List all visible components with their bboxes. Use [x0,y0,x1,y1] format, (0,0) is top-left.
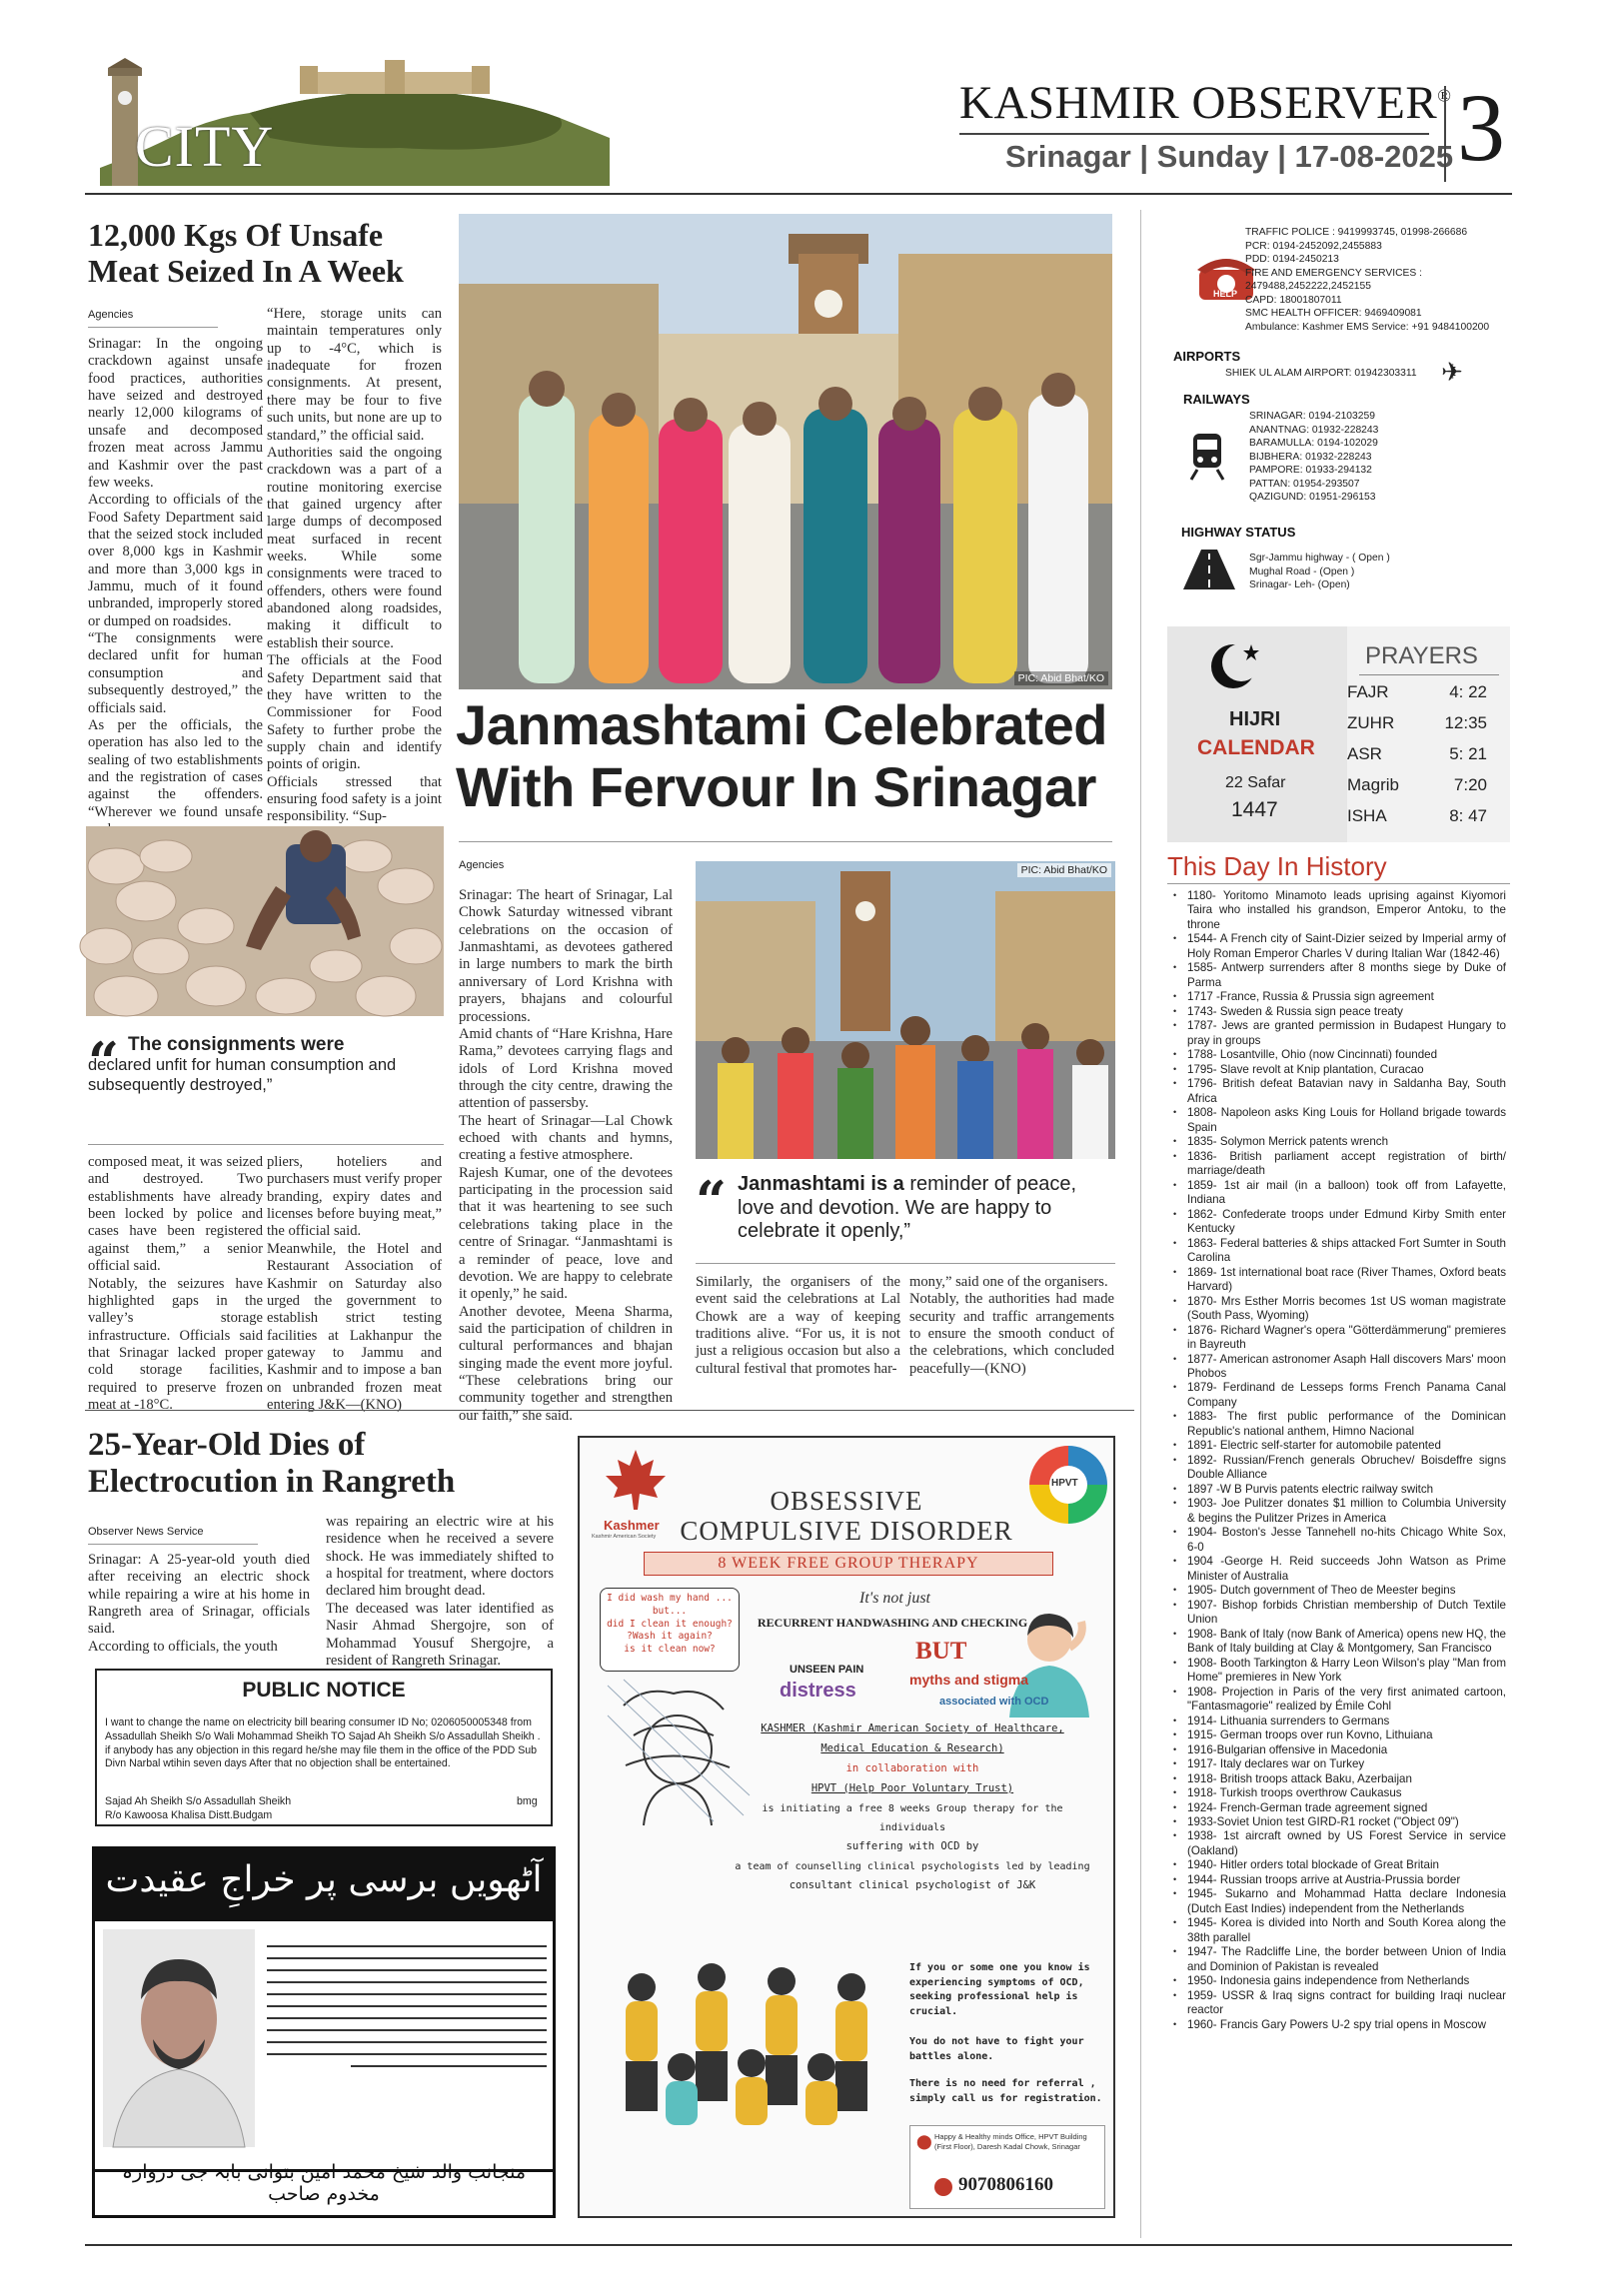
history-item: • 1808- Napoleon asks King Louis for Holland brigade towards Spain [1167,1106,1506,1135]
public-notice-code: bmg [517,1795,538,1807]
prayer-name: Magrib [1347,775,1399,794]
road-icon [1183,550,1235,589]
associated-text: associated with OCD [939,1696,1049,1708]
ocd-phone: 9070806160 [958,2174,1053,2195]
prayer-row [1347,682,1487,702]
headline-rule [459,841,1112,842]
history-title-rule [1167,883,1510,884]
airport-line: SHIEK UL ALAM AIRPORT: 01942303311 [1225,368,1417,379]
public-notice-title: PUBLIC NOTICE [242,1679,406,1702]
meat-col-4: pliers, hoteliers and purchasers must verify proper branding, expiry dates and licenses before buying meat,” the official said. Meanwhile, the Hotel and Restaurant Association of Kashmir on Saturday also urged the government to establish strict testing facilities at Lakhanpur the gateway to Jammu and Kashmir and to impose a ban on unbranded frozen meat entering J&K—(KNO) [267,1154,442,1414]
janmashtami-headline: Janmashtami Celebrated With Fervour In Srinagar [456,693,1107,818]
history-item: • 1869- 1st international boat race (River Thames, Oxford beats Harvard) [1167,1266,1506,1295]
history-item: • 1907- Bishop forbids Christian membership of Dutch Textile Union [1167,1599,1506,1628]
history-item: • 1944- Russian troops arrive at Austria-Prussia border [1167,1873,1506,1887]
kashmer-org-sub: Kashmir American Society [592,1534,657,1540]
railways-label: RAILWAYS [1183,392,1250,407]
prayer-panel [1347,626,1510,842]
railway-list [1249,410,1378,505]
ocd-title-line-2: COMPULSIVE DISORDER [680,1516,1013,1546]
prayer-row [1347,744,1487,764]
myths-text: myths and stigma [909,1672,1029,1688]
janmashtami-byline: Agencies [459,859,505,871]
thought-bubble [600,1588,740,1672]
history-item: • 1950- Indonesia gains independence from Netherlands [1167,1974,1506,1988]
meat-col-2: “Here, storage units can maintain temperatures only up to -4°C, which is inadequate for frozen consignments. At present, there may be four to five such units, but none are up to standard,” the official said. Authorities said the ongoing crackdown was a part of a routine monitoring exercise that gained urgency after large dumps of decomposed meat surfaced in recent weeks. While some consignments were traced to offenders, others were found abandoned along roadsides, making it difficult to establish their source. The officials at the Food Safety Department said that they have written to the Commissioner for Food Safety to further probe the supply chain and identify points of origin. Officials stressed that ensuring food safety is a joint responsibility. “Sup- [267,306,442,825]
prayer-time: 8: 47 [1449,806,1487,825]
prayer-name: ASR [1347,744,1382,763]
highway-item: Srinagar- Leh- (Open) [1249,579,1350,591]
collab-line-2: Medical Education & Research) [820,1741,1004,1754]
prayer-name: FAJR [1347,682,1389,701]
history-item: • 1876- Richard Wagner's opera "Götterdämmerung" premieres in Bayreuth [1167,1324,1506,1353]
history-item: • 1908- Projection in Paris of the very first animated cartoon, "Fantasmagorie" realized by Émile Cohl [1167,1686,1506,1715]
railway-item: PAMPORE: 01933-294132 [1249,465,1372,477]
collab-line-5: is initiating a free 8 weeks Group therapy for the individuals [762,1802,1063,1833]
meat-photo [86,826,444,1016]
prayer-times [1347,682,1487,837]
history-item: • 1915- German troops over run Kovno, Lithuiana [1167,1728,1506,1742]
ocd-banner [644,1552,1053,1576]
railway-item: ANANTNAG: 01932-228243 [1249,424,1379,436]
unseen-pain-text: UNSEEN PAIN [790,1664,864,1676]
dancers-photo-image [696,861,1115,1159]
history-item: • 1892- Russian/French generals Obruchev/ Boisdeffre signs Double Alliance [1167,1454,1506,1483]
ocd-therapy-ad [578,1436,1115,2218]
history-item: • 1947- The Radcliffe Line, the border between Union of India and Dominion of Pakistan is revealed [1167,1945,1506,1974]
highway-item: Sgr-Jammu highway - ( Open ) [1249,553,1390,564]
history-item: • 1924- French-German trade agreement signed [1167,1801,1506,1815]
history-item: • 1918- British troops attack Baku, Azerbaijan [1167,1772,1506,1786]
masthead-rule [959,133,1429,135]
urdu-tribute-ad [92,1846,556,2218]
train-icon [1187,432,1227,480]
history-item: • 1945- Sukarno and Mohammad Hatta declare Indonesia (Dutch East Indies) independent from the Netherlands [1167,1887,1506,1916]
portrait-image [103,1929,255,2147]
hpvt-badge: HPVT [1051,1478,1078,1489]
hijri-prayer-box [1167,626,1510,842]
section-label-city: CITY [135,114,275,179]
ocd-info-1: If you or some one you know is experiencing symptoms of OCD, seeking professional help is crucial. [909,1962,1090,2017]
meat-col-3: composed meat, it was seized and destroyed. Two establishments have already been locked by police and cases have been registered against them,” a senior official said. Notably, the seizures have highlighted gaps in the valley’s storage infrastructure. Officials said that Srinagar lacked proper cold storage facilities, required to preserve frozen meat at -18°C. [88,1154,263,1414]
helpline-list [1245,226,1489,335]
history-item: • 1796- British defeat Batavian navy in Saldanha Bay, South Africa [1167,1077,1506,1106]
but-text: BUT [915,1638,967,1665]
janmashtami-main-photo [459,214,1112,689]
helpline-item: Ambulance: Kashmer EMS Service: +91 9484100200 [1245,322,1490,334]
history-item: • 1904 -George H. Reid succeeds John Watson as Prime Minister of Australia [1167,1555,1506,1584]
janmashtami-col-3: mony,” said one of the organisers. Notably, the authorities had made security and traffic arrangements to ensure the smooth conduct of the celebrations, which concluded peacefully—(KNO) [909,1274,1114,1377]
airplane-icon: ✈ [1441,358,1463,388]
history-item: • 1891- Electric self-starter for automobile patented [1167,1439,1506,1453]
prayer-row [1347,713,1487,733]
thought-bubble-text: I did wash my hand ... but... did I clean it enough? ?Wash it again? is it clean now? [607,1593,733,1656]
history-title: This Day In History [1167,851,1387,881]
public-notice-text: I want to change the name on electricity bill bearing consumer ID No; 0206050005348 from Assadullah Sheikh S/o Wali Mohammad Sheikh TO Sajad Ah Sheikh S/o Assadullah Sheikh . if anybody has any objection in this regard he/she may file them in the office of the PDD Sub Divn Narbal wtihin seven days After that no objection shall be entertained. [105,1717,541,1770]
byline-rule [88,1544,258,1545]
highway-item: Mughal Road - (Open ) [1249,566,1355,577]
recurrent-text: RECURRENT HANDWASHING AND CHECKING [758,1616,1028,1630]
collab-line-1: KASHMER (Kashmir American Society of Healthcare, [761,1722,1064,1734]
ocd-info-2: You do not have to fight your battles alone. [909,2036,1084,2062]
ocd-info-3: There is no need for referral , simply call us for registration. [909,2078,1102,2104]
history-item: • 1903- Joe Pulitzer donates $1 million to Columbia University & begins the Pulitzer Prizes in America [1167,1497,1506,1526]
history-item: • 1180- Yoritomo Minamoto leads uprising against Kiyomori Taira who installed his grandson, Emperor Antoku, to the throne [1167,889,1506,932]
ocd-banner-text: 8 WEEK FREE GROUP THERAPY [718,1555,979,1572]
janmashtami-pull-quote-rest: reminder of peace, love and devotion. We are happy to celebrate it openly,” [738,1173,1077,1243]
history-item: • 1877- American astronomer Asaph Hall discovers Mars' moon Phobos [1167,1353,1506,1382]
its-not-just: It's not just [859,1590,930,1607]
phone-circle-icon [934,2178,952,2196]
helpline-item: TRAFFIC POLICE : 9419993745, 01998-266686 [1245,227,1468,238]
meat-headline: 12,000 Kgs Of Unsafe Meat Seized In A Week [88,217,404,289]
helpline-box [1165,212,1511,606]
hijri-date: 22 Safar [1225,774,1286,791]
history-item: • 1945- Korea is divided into North and South Korea along the 38th parallel [1167,1916,1506,1945]
history-item: • 1859- 1st air mail (in a balloon) took off from Lafayette, Indiana [1167,1179,1506,1208]
collab-line-7: a team of counselling clinical psychologists led by leading [735,1860,1090,1872]
helpline-item: 2479488,2452222,2452155 [1245,281,1371,293]
prayer-time: 5: 21 [1449,744,1487,763]
meat-photo-image [86,826,444,1016]
history-item: • 1787- Jews are granted permission in Budapest Hungary to pray in groups [1167,1019,1506,1048]
urdu-ad-footer: منجانب والد شیخ محمد امین بتوانی بابہ جی دروازہ مخدوم صاحب [121,2161,527,2205]
prayer-time: 4: 22 [1449,682,1487,701]
pull-quote-rule [88,1144,444,1145]
prayers-title: PRAYERS [1365,642,1478,669]
history-item: • 1836- British parliament accept registration of birth/ marriage/death [1167,1150,1506,1179]
history-item: • 1938- 1st aircraft owned by US Forest Service in service (Oakland) [1167,1829,1506,1858]
prayer-row [1347,775,1487,795]
electrocution-headline: 25-Year-Old Dies of Electrocution in Rangreth [88,1427,456,1500]
helpline-item: PDD: 0194-2450213 [1245,254,1339,266]
history-item: • 1959- USSR & Iraq signs contract for building Iraqi nuclear reactor [1167,1989,1506,2018]
history-item: • 1933-Soviet Union test GIRD-R1 rocket ("Object 09") [1167,1815,1506,1829]
history-item: • 1585- Antwerp surrenders after 8 months siege by Duke of Parma [1167,961,1506,990]
janmashtami-second-photo [696,861,1115,1159]
railway-item: BIJBHERA: 01932-228243 [1249,451,1372,463]
procession-photo-image [459,214,1112,689]
janmashtami-pull-quote [696,1169,1115,1244]
collab-line-8: consultant clinical psychologist of J&K [789,1878,1036,1891]
urdu-ad-body-lines [267,1935,547,2077]
location-pin-icon: ⬤ [916,2134,932,2150]
history-item: • 1908- Bank of Italy (now Bank of America) opens new HQ, the Bank of Italy building at Clay & Montgomery, San Francisco [1167,1628,1506,1657]
history-item: • 1916-Bulgarian offensive in Macedonia [1167,1743,1506,1757]
byline-rule [88,327,218,328]
calendar-label: CALENDAR [1197,736,1315,759]
masthead-bottom-rule [85,193,1512,195]
kashmer-org-name: Kashmer [604,1518,660,1533]
history-item: • 1870- Mrs Esther Morris becomes 1st US woman magistrate (South Pass, Wyoming) [1167,1295,1506,1324]
meat-col-1: Srinagar: In the ongoing crackdown against unsafe food practices, authorities have seized and destroyed nearly 12,000 kilograms of unsafe and decomposed frozen meat across Jammu and Kashmir over the past few weeks. According to officials of the Food Safety Department said that the seized stock included over 8,000 kgs in Kashmir and more than 3,000 kgs in Jammu, much of it found unbranded, improperly stored or dumped on roadsides. “The consignments were declared unfit for human consumption and subsequently destroyed,” the officials said. As per the officials, the operation has also led to the sealing of two establishments and the registration of cases against the offenders. “Wherever we found unsafe [88,336,263,820]
meat-pull-quote-rest: declared unfit for human consumption and subsequently destroyed,” [88,1056,397,1094]
public-notice-signatory: Sajad Ah Sheikh S/o Assadullah Sheikh [105,1795,292,1807]
registered-mark: ® [1437,85,1452,106]
electrocution-col-1: Srinagar: A 25-year-old youth died after receiving an electric shock while repairing a wire at his home in Rangreth area of Srinagar, officials said. According to officials, the youth [88,1552,310,1655]
highway-list [1249,552,1390,592]
urdu-ad-title: آٹھویں برسی پر خراجِ عقیدت [105,1859,543,1900]
prayer-time: 12:35 [1444,713,1487,732]
collab-line-3: in collaboration with [845,1761,979,1774]
public-notice-address: R/o Kawoosa Khalisa Distt.Budgam [105,1809,273,1821]
crescent-star-icon [1207,638,1267,690]
portrait-photo [103,1929,255,2147]
helpline-item: FIRE AND EMERGENCY SERVICES : [1245,267,1422,279]
photo-credit-main: PIC: Abid Bhat/KO [1014,671,1108,685]
hijri-label: HIJRI [1229,708,1281,730]
airports-label: AIRPORTS [1173,349,1241,364]
electrocution-col-2: was repairing an electric wire at his residence when he received a severe shock. He was immediately shifted to a hospital for treatment, where doctors declared him brought dead. The deceased was later identified as Nasir Ahmad Shergojre, son of Mohammad Yousuf Shergojre, a resident of Rangreth Srinagar. [326,1514,554,1669]
quote-mark-icon: “ [88,1030,120,1094]
ocd-address: Happy & Healthy minds Office, HPVT Building (First Floor), Daresh Kadal Chowk, Srinagar [934,2132,1087,2152]
prayer-row [1347,806,1487,826]
history-item: • 1897 -W B Purvis patents electric railway switch [1167,1483,1506,1497]
history-item: • 1544- A French city of Saint-Dizier seized by Imperial army of Holy Roman Emperor Charles V during Italian War (1842-46) [1167,932,1506,961]
railway-item: PATTAN: 01954-293507 [1249,478,1360,490]
railway-item: SRINAGAR: 0194-2103259 [1249,411,1375,422]
phone-help-badge: HELP [1213,289,1238,299]
history-item: • 1908- Booth Tarkington & Harry Leon Wilson's play "Man from Home" premieres in New York [1167,1657,1506,1686]
dateline: Srinagar | Sunday | 17-08-2025 [1005,139,1454,174]
history-item: • 1918- Turkish troops overthrow Caukasus [1167,1786,1506,1800]
quote-mark-icon: “ [696,1169,728,1233]
collab-line-6: suffering with OCD by [845,1839,979,1852]
group-therapy-illustration [602,1947,901,2147]
history-item: • 1904- Boston's Jesse Tannehell no-hits Chicago White Sox, 6-0 [1167,1526,1506,1555]
photo-credit-second: PIC: Abid Bhat/KO [1017,863,1111,877]
ocd-contact-box [909,2125,1105,2209]
hijri-year: 1447 [1231,798,1278,821]
public-notice [95,1669,553,1826]
history-item: • 1795- Slave revolt at Knip plantation, Curacao [1167,1063,1506,1077]
railway-item: BARAMULLA: 0194-102029 [1249,438,1378,450]
history-item: • 1879- Ferdinand de Lesseps forms French Panama Canal Company [1167,1381,1506,1410]
helpline-item: CAPD: 18001807011 [1245,294,1342,306]
collab-line-4: HPVT (Help Poor Voluntary Trust) [810,1781,1014,1794]
page-number-divider [1444,86,1446,182]
highway-label: HIGHWAY STATUS [1181,525,1296,540]
helpline-item: SMC HEALTH OFFICER: 9469409081 [1245,308,1422,320]
history-item: • 1883- The first public performance of the Dominican Republic's national anthem, Himno Nacional [1167,1410,1506,1439]
helpline-item: PCR: 0194-2452092,2455883 [1245,240,1382,252]
history-item: • 1940- Hitler orders total blockade of Great Britain [1167,1858,1506,1872]
newspaper-name-text: KASHMIR OBSERVER [959,77,1438,129]
history-item: • 1914- Lithuania surrenders to Germans [1167,1715,1506,1728]
history-item: • 1835- Solymon Merrick patents wrench [1167,1135,1506,1149]
page-bottom-rule [85,2244,1512,2246]
pull-quote-rule-2 [696,1263,1115,1264]
column-divider [1140,210,1141,2238]
janmashtami-col-1: Srinagar: The heart of Srinagar, Lal Chowk Saturday witnessed vibrant celebrations on the occasion of Janmashtami, as devotees gathered in large numbers to mark the birth anniversary of Lord Krishna with prayers, bhajans and colourful processions. Amid chants of “Hare Krishna, Hare Rama,” devotees carrying flags and idols of Lord Krishna moved through the city centre, drawing the attention of passersby. The heart of Srinagar—Lal Chowk echoed with chants and hymns, creating a festive atmosphere. Rajesh Kumar, one of the devotees participating in the procession said that it was heartening to see such celebrations taking place in the centre of Srinagar. “Janmashtami is a reminder of peace, love and devotion. We are happy to celebrate it openly,” he said. Another devotee, Meena Sharma, said the participation of children in cultural performances and bhajan singing made the event more joyful. “These celebrations bring our community together and strengthen our faith,” she said. [459,887,673,1424]
janmashtami-pull-quote-bold: Janmashtami is a [738,1173,904,1195]
ocd-title-line-1: OBSESSIVE [770,1486,923,1516]
newspaper-name [959,77,1452,129]
history-item: • 1960- Francis Gary Powers U-2 spy trial opens in Moscow [1167,2018,1506,2032]
masthead [0,0,1599,190]
history-item: • 1743- Sweden & Russia sign peace treaty [1167,1005,1506,1019]
history-item: • 1863- Federal batteries & ships attacked Fort Sumter in South Carolina [1167,1237,1506,1266]
janmashtami-col-2: Similarly, the organisers of the event said the celebrations at Lal Chowk are a way of keeping traditions alive. “For us, it is not just a religious occasion but also a cultural festival that promotes har- [696,1274,900,1377]
history-item: • 1862- Confederate troops under Edmund Kirby Smith enter Kentucky [1167,1208,1506,1237]
electrocution-byline: Observer News Service [88,1526,204,1538]
collaboration-box [728,1720,1097,1929]
meat-pull-quote-bold: The consignments were [128,1034,345,1055]
prayer-name: ISHA [1347,806,1387,825]
prayers-title-rule [1359,674,1499,675]
meat-pull-quote [88,1030,444,1095]
prayer-name: ZUHR [1347,713,1395,732]
history-item: • 1717 -France, Russia & Prussia sign agreement [1167,990,1506,1004]
section-rule [85,1410,1134,1411]
history-item: • 1788- Losantville, Ohio (now Cincinnati) founded [1167,1048,1506,1062]
prayer-time: 7:20 [1453,775,1487,794]
page-number: 3 [1457,74,1505,181]
distress-text: distress [780,1680,856,1702]
meat-byline: Agencies [88,309,134,321]
history-list [1167,889,1506,2032]
history-item: • 1917- Italy declares war on Turkey [1167,1757,1506,1771]
railway-item: QAZIGUND: 01951-296153 [1249,492,1376,504]
history-item: • 1905- Dutch government of Theo de Meester begins [1167,1584,1506,1598]
